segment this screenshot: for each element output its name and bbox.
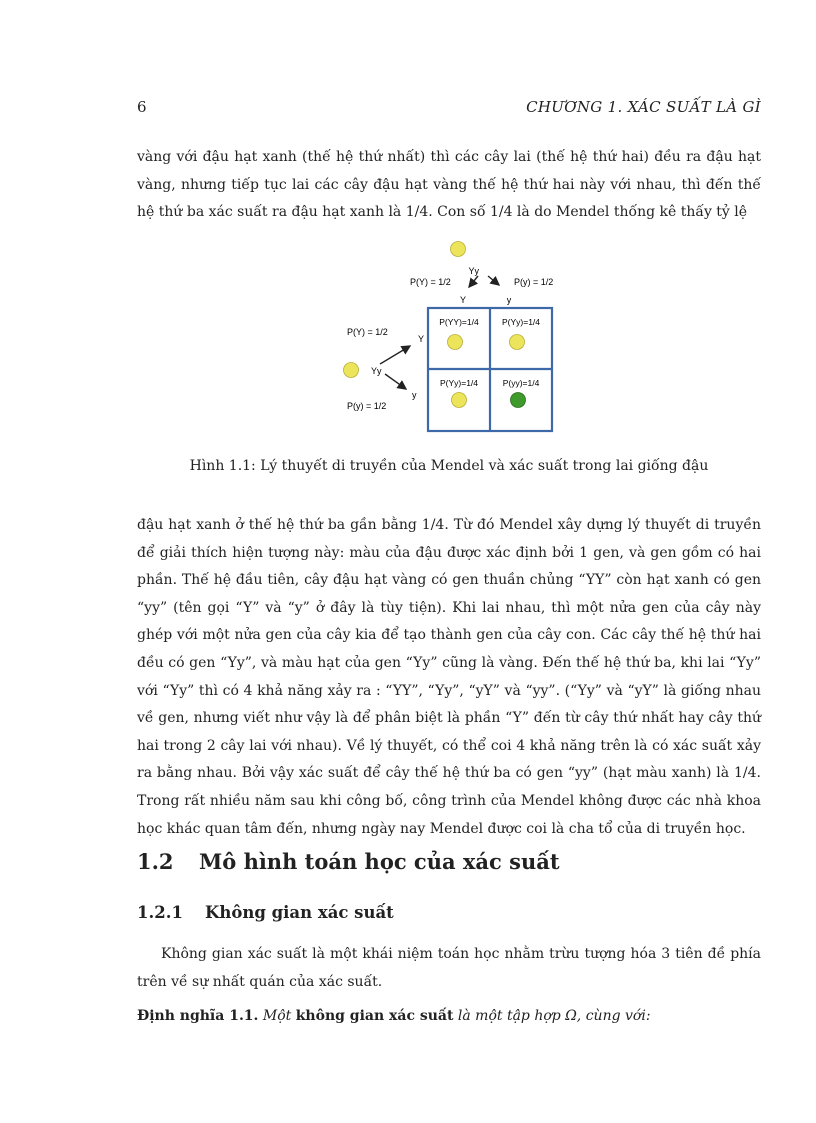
section-title: Mô hình toán học của xác suất [199, 849, 560, 874]
col-label-1: Y [459, 295, 467, 305]
pea-yellow-icon [452, 393, 467, 408]
paragraph-mendel-theory: đậu hạt xanh ở thế hệ thứ ba gần bằng 1/4. Từ đó Mendel xây dựng lý thuyết di truyền để giải thích hiện tượng này: màu của đậu được xác định bởi 1 gen, và gen gồm có hai phần. Thế hệ đầu tiên, cây đậu hạt vàng có gen thuần chủng “YY” còn hạt xanh có gen “yy” (tên gọi “Y” và “y” ở đây là tùy tiện). Khi lai nhau, thì một nửa gen của cây này ghép với một nửa gen của cây kia để tạo thành gen của cây con. Các cây thế hệ thứ hai đều có gen “Yy”, và màu hạt của gen “Yy” cũng là vàng. Đến thế hệ thứ ba, khi lai “Yy” với “Yy” thì có 4 khả năng xảy ra : “YY”, “Yy”, “yY” và “yy”. (“Yy” và “yY” là giống nhau về gen, nhưng viết như vậy là để phân biệt là phần “Y” đến từ cây thứ nhất hay cây thứ hai trong 2 cây lai với nhau). Về lý thuyết, có thể coi 4 khả năng trên là có xác suất xảy ra bằng nhau. Bởi vậy xác suất để cây thế hệ thứ ba có gen “yy” (hạt màu xanh) là 1/4. Trong rất nhiều năm sau khi công bố, công trình của Mendel không được các nhà khoa học khác quan tâm đến, nhưng ngày nay Mendel được coi là cha tổ của di truyền học. [137, 517, 761, 837]
top-left-prob: P(Y) = 1/2 [410, 277, 451, 287]
definition-suffix: là một tập hợp Ω, cùng với: [457, 1008, 651, 1024]
col-label-2: y [506, 295, 512, 305]
arrow-left-up-icon [380, 346, 410, 364]
punnett-diagram [333, 232, 573, 437]
mendel-figure [333, 232, 573, 437]
top-right-prob: P(y) = 1/2 [514, 277, 554, 287]
subsection-heading [137, 903, 394, 922]
arrow-top-left-icon [469, 276, 478, 287]
definition-prefix: Một [262, 1008, 292, 1024]
cell-yy-mixed-2: P(Yy)=1/4 [439, 378, 479, 388]
section-number: 1.2 [137, 849, 174, 874]
cell-yy-mixed-1: P(Yy)=1/4 [501, 317, 541, 327]
subsection-number: 1.2.1 [137, 903, 183, 922]
pea-yellow-icon [448, 335, 463, 350]
definition-term: không gian xác suất [295, 1008, 454, 1024]
parent-top-label: Yy [468, 266, 479, 276]
cell-yy-upper: P(YY)=1/4 [439, 317, 479, 327]
arrow-top-right-icon [488, 276, 499, 285]
cell-yy-lower: P(yy)=1/4 [502, 378, 540, 388]
arrow-left-down-icon [385, 374, 406, 389]
page-header [137, 98, 761, 120]
row-label-1: Y [418, 334, 425, 344]
parent-left-pea-icon [344, 363, 359, 378]
section-heading [137, 849, 560, 874]
parent-left-label: Yy [371, 366, 382, 376]
figure-caption: Hình 1.1: Lý thuyết di truyền của Mendel và xác suất trong lai giống đậu [189, 458, 709, 474]
paragraph-probability-space: Không gian xác suất là một khái niệm toán học nhằm trừu tượng hóa 3 tiên đề phía trên về sự nhất quán của xác suất. [137, 946, 761, 990]
left-top-prob: P(Y) = 1/2 [347, 327, 388, 337]
pea-green-icon [511, 393, 526, 408]
chapter-title: CHƯƠNG 1. XÁC SUẤT LÀ GÌ [526, 98, 761, 116]
subsection-title: Không gian xác suất [205, 903, 394, 922]
parent-top-pea-icon [451, 242, 466, 257]
definition-label: Định nghĩa 1.1. [137, 1008, 259, 1024]
definition [137, 1003, 761, 1031]
page-number: 6 [137, 98, 147, 116]
paragraph-intro: vàng với đậu hạt xanh (thế hệ thứ nhất) thì các cây lai (thế hệ thứ hai) đều ra đậu hạt vàng, nhưng tiếp tục lai các cây đậu hạt vàng thế hệ thứ hai này với nhau, thì đến thế hệ thứ ba xác suất ra đậu hạt xanh là 1/4. Con số 1/4 là do Mendel thống kê thấy tỷ lệ [137, 149, 761, 221]
left-bottom-prob: P(y) = 1/2 [347, 401, 387, 411]
pea-yellow-icon [510, 335, 525, 350]
row-label-2: y [412, 390, 417, 400]
